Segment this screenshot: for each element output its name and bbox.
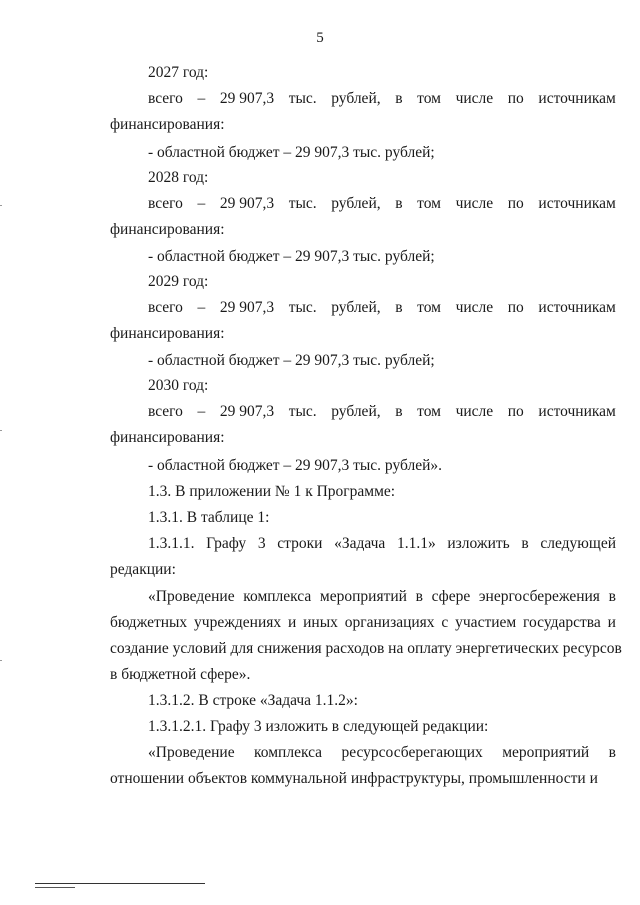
word: учреждениях: [194, 614, 282, 631]
word: всего: [148, 403, 183, 420]
word: источникам: [538, 90, 616, 107]
word: «Задача: [334, 535, 386, 552]
word: «Проведение: [148, 744, 235, 761]
word: комплекса: [243, 588, 312, 605]
word: «Проведение: [148, 588, 235, 605]
quote-2-line-2: отношении объектов коммунальной инфраструктуры, промышленности и: [110, 770, 598, 787]
word: участием: [455, 614, 517, 631]
word: 1.3.1.1.: [148, 535, 195, 552]
word: в: [395, 299, 403, 316]
word: 29 907,3: [219, 195, 275, 212]
word: строки: [277, 535, 323, 552]
word: по: [507, 299, 524, 316]
page-number: 5: [316, 30, 324, 46]
word: иных: [303, 614, 338, 631]
word: мероприятий: [319, 588, 407, 605]
word: в: [395, 90, 403, 107]
clause-1-3-1-2: 1.3.1.2. В строке «Задача 1.1.2»:: [148, 692, 358, 709]
word: тыс.: [288, 195, 317, 212]
word: рублей,: [331, 403, 381, 420]
word: –: [197, 299, 206, 316]
word: и: [607, 614, 616, 631]
word: ресурсосберегающих: [341, 744, 483, 761]
word: числе: [455, 90, 494, 107]
word: в: [521, 535, 529, 552]
clause-1-3: 1.3. В приложении № 1 к Программе:: [148, 483, 396, 500]
financing-label: финансирования:: [110, 221, 225, 238]
word: Графу: [206, 535, 247, 552]
year-2030-heading: 2030 год:: [148, 377, 209, 394]
word: мероприятий: [502, 744, 590, 761]
word: государства: [523, 614, 601, 631]
scan-artifact: [0, 430, 2, 431]
word: всего: [148, 90, 183, 107]
clause-1-3-1-1: [148, 533, 616, 555]
word: комплекса: [254, 744, 323, 761]
word: рублей,: [331, 90, 381, 107]
regional-budget-2030: - областной бюджет – 29 907,3 тыс. рублей».: [148, 457, 443, 474]
word: 29 907,3: [219, 90, 275, 107]
word: в: [395, 195, 403, 212]
word: том: [417, 299, 441, 316]
quote-1-line-4: в бюджетной сфере».: [110, 666, 251, 683]
word: по: [507, 195, 524, 212]
word: 3: [257, 535, 266, 552]
clause-1-3-1-1-end: редакции:: [110, 561, 176, 578]
word: том: [417, 403, 441, 420]
total-2027-line: [148, 88, 616, 110]
financing-label: финансирования:: [110, 325, 225, 342]
word: числе: [455, 299, 494, 316]
regional-budget-2028: - областной бюджет – 29 907,3 тыс. рублей;: [148, 248, 435, 265]
year-2029-heading: 2029 год:: [148, 273, 209, 290]
word: энергосбережения: [478, 588, 600, 605]
total-2030-line: [148, 401, 616, 423]
footnote-rule: [35, 887, 75, 888]
word: числе: [455, 403, 494, 420]
word: источникам: [538, 403, 616, 420]
word: 29 907,3: [219, 403, 275, 420]
word: и: [288, 614, 297, 631]
word: в: [608, 588, 616, 605]
quote-1-line-2: [110, 612, 616, 634]
regional-budget-2029: - областной бюджет – 29 907,3 тыс. рублей;: [148, 352, 435, 369]
financing-label: финансирования:: [110, 429, 225, 446]
total-2028-line: [148, 193, 616, 215]
word: по: [507, 90, 524, 107]
word: всего: [148, 195, 183, 212]
year-2027-heading: 2027 год:: [148, 64, 209, 81]
word: организациях: [344, 614, 435, 631]
scan-artifact: [0, 205, 2, 206]
word: 29 907,3: [219, 299, 275, 316]
word: изложить: [447, 535, 510, 552]
word: источникам: [538, 195, 616, 212]
word: следующей: [540, 535, 616, 552]
word: бюджетных: [110, 614, 188, 631]
word: тыс.: [288, 90, 317, 107]
footnote-rule: [35, 883, 205, 884]
quote-2-line-1: [148, 742, 616, 764]
financing-label: финансирования:: [110, 116, 225, 133]
word: тыс.: [288, 299, 317, 316]
word: сфере: [431, 588, 471, 605]
word: 1.1.1»: [396, 535, 436, 552]
quote-1-line-3: создание условий для снижения расходов на оплату энергетических ресурсов: [110, 640, 622, 657]
word: рублей,: [331, 299, 381, 316]
word: тыс.: [288, 403, 317, 420]
clause-1-3-1: 1.3.1. В таблице 1:: [148, 509, 270, 526]
word: источникам: [538, 299, 616, 316]
quote-1-line-1: [148, 586, 616, 608]
word: в: [395, 403, 403, 420]
word: том: [417, 90, 441, 107]
year-2028-heading: 2028 год:: [148, 169, 209, 186]
word: рублей,: [331, 195, 381, 212]
word: по: [507, 403, 524, 420]
word: –: [197, 195, 206, 212]
word: –: [197, 90, 206, 107]
word: в: [415, 588, 423, 605]
total-2029-line: [148, 297, 616, 319]
regional-budget-2027: - областной бюджет – 29 907,3 тыс. рублей;: [148, 144, 435, 161]
word: с: [441, 614, 449, 631]
word: том: [417, 195, 441, 212]
clause-1-3-1-2-1: 1.3.1.2.1. Графу 3 изложить в следующей редакции:: [148, 718, 489, 735]
word: числе: [455, 195, 494, 212]
scan-artifact: [0, 660, 2, 661]
word: –: [197, 403, 206, 420]
word: всего: [148, 299, 183, 316]
word: в: [608, 744, 616, 761]
